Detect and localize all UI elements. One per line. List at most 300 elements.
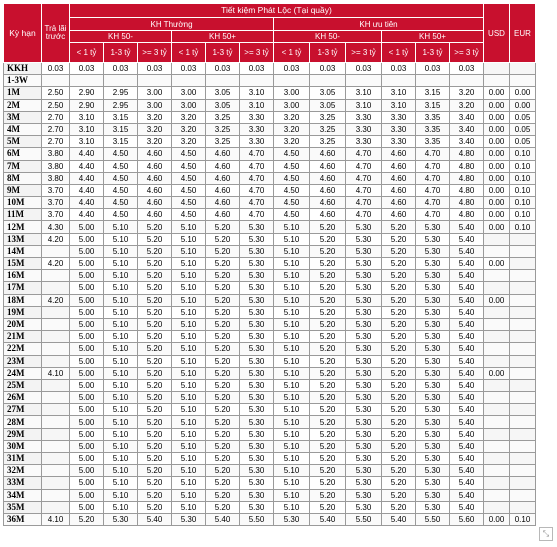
rate-cell: 5.20: [138, 367, 172, 379]
usd-cell: [484, 379, 510, 391]
rate-cell: 4.70: [416, 209, 450, 221]
rate-cell: 5.20: [382, 258, 416, 270]
rate-cell: [346, 75, 382, 87]
rate-cell: 4.60: [310, 209, 346, 221]
rate-cell: 5.40: [450, 428, 484, 440]
tra-lai-truoc-cell: 2.70: [42, 123, 70, 135]
rate-cell: 5.30: [346, 477, 382, 489]
tier-lt1-header: < 1 tỷ: [274, 43, 310, 63]
table-row: [4, 440, 536, 452]
rate-cell: 5.10: [172, 428, 206, 440]
usd-cell: 0.00: [484, 513, 510, 525]
rate-cell: 5.20: [138, 318, 172, 330]
rate-cell: 3.20: [274, 111, 310, 123]
rate-cell: 5.30: [240, 428, 274, 440]
tra-lai-truoc-cell: 4.20: [42, 233, 70, 245]
rate-cell: 5.00: [70, 489, 104, 501]
rate-cell: 5.30: [240, 501, 274, 513]
rate-cell: 3.15: [416, 87, 450, 99]
rate-cell: 4.50: [104, 172, 138, 184]
rate-cell: 5.40: [450, 282, 484, 294]
rate-cell: 3.00: [274, 87, 310, 99]
table-row: [4, 355, 536, 367]
term-cell: KKH: [4, 63, 42, 75]
table-row: [4, 318, 536, 330]
table-row: [4, 172, 536, 184]
term-cell: 24M: [4, 367, 42, 379]
rate-cell: 3.00: [172, 87, 206, 99]
rate-cell: 4.40: [70, 184, 104, 196]
term-cell: 2M: [4, 99, 42, 111]
eur-cell: [510, 355, 536, 367]
rate-cell: 4.60: [382, 197, 416, 209]
usd-cell: [484, 282, 510, 294]
usd-cell: [484, 440, 510, 452]
rate-cell: 5.20: [310, 282, 346, 294]
tier-lt1-header: < 1 tỷ: [382, 43, 416, 63]
eur-header: EUR: [510, 4, 536, 63]
rate-cell: 5.50: [416, 513, 450, 525]
rate-cell: 5.20: [206, 489, 240, 501]
rate-cell: 5.20: [382, 440, 416, 452]
kh50-minus-header: KH 50-: [274, 31, 382, 43]
rate-cell: 5.30: [240, 233, 274, 245]
eur-cell: [510, 306, 536, 318]
rate-cell: 5.20: [310, 379, 346, 391]
rate-cell: 5.30: [240, 367, 274, 379]
rate-cell: 5.00: [70, 404, 104, 416]
eur-cell: [510, 318, 536, 330]
rate-cell: 5.10: [274, 477, 310, 489]
tier-lt1-header: < 1 tỷ: [70, 43, 104, 63]
rate-cell: [450, 75, 484, 87]
rate-cell: 5.30: [346, 465, 382, 477]
resize-corner-icon[interactable]: ⤡: [539, 527, 553, 541]
rate-cell: 5.10: [104, 258, 138, 270]
rate-cell: 4.50: [104, 160, 138, 172]
rate-cell: 3.35: [416, 123, 450, 135]
rate-cell: 5.00: [70, 501, 104, 513]
rate-cell: 5.20: [206, 416, 240, 428]
rate-cell: 5.40: [450, 501, 484, 513]
rate-cell: 5.40: [450, 355, 484, 367]
rate-cell: 5.30: [346, 282, 382, 294]
rate-cell: 5.20: [70, 513, 104, 525]
table-row: [4, 136, 536, 148]
rate-cell: 5.30: [240, 270, 274, 282]
rate-cell: 5.30: [416, 233, 450, 245]
rate-cell: 5.10: [274, 379, 310, 391]
term-cell: 20M: [4, 318, 42, 330]
rate-cell: 5.20: [206, 392, 240, 404]
rate-cell: 5.20: [310, 355, 346, 367]
rate-cell: 5.20: [310, 428, 346, 440]
term-cell: 21M: [4, 331, 42, 343]
rate-cell: 4.60: [206, 160, 240, 172]
rate-cell: 5.10: [104, 343, 138, 355]
rate-cell: 5.10: [104, 428, 138, 440]
rate-cell: 3.30: [346, 136, 382, 148]
rate-cell: 4.60: [206, 184, 240, 196]
term-cell: 16M: [4, 270, 42, 282]
rate-cell: 5.10: [172, 221, 206, 233]
rate-cell: 5.10: [104, 477, 138, 489]
rate-cell: 5.20: [310, 306, 346, 318]
tra-lai-truoc-cell: [42, 501, 70, 513]
table-row: [4, 123, 536, 135]
rate-cell: 5.20: [310, 392, 346, 404]
tra-lai-truoc-cell: [42, 440, 70, 452]
rate-cell: 0.03: [70, 63, 104, 75]
table-row: [4, 331, 536, 343]
rate-cell: 5.30: [416, 416, 450, 428]
usd-cell: 0.00: [484, 172, 510, 184]
tra-lai-truoc-cell: [42, 453, 70, 465]
eur-cell: [510, 343, 536, 355]
rate-cell: 5.40: [450, 404, 484, 416]
rate-cell: [172, 75, 206, 87]
rate-cell: 3.10: [70, 136, 104, 148]
eur-cell: 0.10: [510, 513, 536, 525]
usd-cell: [484, 306, 510, 318]
rate-cell: 5.00: [70, 477, 104, 489]
rate-cell: 4.60: [382, 172, 416, 184]
rate-cell: 5.30: [416, 343, 450, 355]
rate-cell: 5.30: [346, 331, 382, 343]
rate-cell: 5.00: [70, 355, 104, 367]
eur-cell: [510, 367, 536, 379]
rate-cell: 5.30: [346, 221, 382, 233]
tra-lai-truoc-cell: 2.70: [42, 136, 70, 148]
rate-cell: 5.30: [240, 404, 274, 416]
eur-cell: [510, 428, 536, 440]
rate-cell: 3.20: [138, 136, 172, 148]
rate-cell: [274, 75, 310, 87]
rate-cell: 4.60: [382, 184, 416, 196]
rate-cell: 4.50: [104, 184, 138, 196]
eur-cell: 0.00: [510, 87, 536, 99]
rate-cell: 5.20: [206, 440, 240, 452]
table-row: [4, 343, 536, 355]
rate-cell: 5.10: [172, 404, 206, 416]
rate-cell: 5.20: [310, 270, 346, 282]
eur-cell: 0.10: [510, 184, 536, 196]
rate-cell: 3.20: [450, 99, 484, 111]
rate-cell: 5.20: [138, 306, 172, 318]
rate-cell: 5.10: [274, 392, 310, 404]
rate-cell: 5.10: [172, 282, 206, 294]
rate-cell: 5.10: [274, 282, 310, 294]
term-cell: 33M: [4, 477, 42, 489]
rate-cell: 5.20: [382, 501, 416, 513]
rate-cell: 5.00: [70, 379, 104, 391]
usd-cell: 0.00: [484, 221, 510, 233]
table-row: [4, 465, 536, 477]
rate-cell: 5.20: [206, 404, 240, 416]
rate-cell: 5.40: [450, 318, 484, 330]
rate-cell: 5.20: [206, 245, 240, 257]
eur-cell: 0.05: [510, 123, 536, 135]
rate-cell: [104, 75, 138, 87]
rate-cell: 4.70: [346, 209, 382, 221]
table-row: [4, 111, 536, 123]
rate-cell: 4.80: [450, 148, 484, 160]
tra-lai-truoc-cell: 3.80: [42, 172, 70, 184]
rate-cell: 5.40: [450, 331, 484, 343]
rate-cell: 5.30: [240, 440, 274, 452]
rate-cell: 4.60: [138, 148, 172, 160]
rate-cell: 5.20: [310, 331, 346, 343]
rate-cell: 5.20: [310, 258, 346, 270]
eur-cell: 0.10: [510, 221, 536, 233]
rate-cell: 5.10: [172, 270, 206, 282]
rate-cell: 5.20: [206, 221, 240, 233]
eur-cell: 0.10: [510, 172, 536, 184]
term-cell: 31M: [4, 453, 42, 465]
rate-cell: 5.40: [450, 489, 484, 501]
term-cell: 7M: [4, 160, 42, 172]
table-row: [4, 63, 536, 75]
rate-cell: [70, 75, 104, 87]
rate-cell: 4.70: [416, 160, 450, 172]
rate-cell: 5.20: [382, 306, 416, 318]
rate-cell: 5.00: [70, 258, 104, 270]
kh50-minus-header: KH 50-: [70, 31, 172, 43]
rate-cell: 5.50: [240, 513, 274, 525]
tra-lai-truoc-cell: 4.20: [42, 294, 70, 306]
usd-header: USD: [484, 4, 510, 63]
eur-cell: [510, 233, 536, 245]
usd-cell: [484, 331, 510, 343]
rate-cell: 5.40: [450, 294, 484, 306]
term-cell: 9M: [4, 184, 42, 196]
rate-cell: 4.40: [70, 160, 104, 172]
rate-cell: 5.20: [382, 270, 416, 282]
rate-cell: 5.10: [274, 465, 310, 477]
rate-cell: 4.80: [450, 172, 484, 184]
rate-cell: 5.30: [240, 331, 274, 343]
rate-cell: 4.60: [138, 184, 172, 196]
rate-cell: 5.10: [172, 453, 206, 465]
usd-cell: [484, 465, 510, 477]
eur-cell: [510, 331, 536, 343]
rate-cell: 4.50: [172, 197, 206, 209]
rate-cell: 5.10: [172, 501, 206, 513]
rate-cell: 5.30: [240, 416, 274, 428]
usd-cell: 0.00: [484, 197, 510, 209]
table-body: [4, 63, 536, 526]
rate-cell: 4.50: [104, 197, 138, 209]
rate-cell: 4.80: [450, 197, 484, 209]
table-row: [4, 306, 536, 318]
rate-cell: 5.20: [382, 282, 416, 294]
rate-cell: 5.20: [138, 221, 172, 233]
rate-cell: 5.20: [138, 453, 172, 465]
usd-cell: [484, 404, 510, 416]
tra-lai-truoc-cell: 2.50: [42, 87, 70, 99]
kh-thuong-header: KH Thường: [70, 18, 274, 31]
rate-cell: 5.10: [104, 306, 138, 318]
kh-uu-tien-header: KH ưu tiên: [274, 18, 484, 31]
table-row: [4, 221, 536, 233]
rate-cell: 4.70: [346, 172, 382, 184]
rate-cell: 5.40: [206, 513, 240, 525]
rate-cell: 5.40: [450, 392, 484, 404]
usd-cell: 0.00: [484, 136, 510, 148]
table-row: [4, 379, 536, 391]
rate-cell: 5.00: [70, 233, 104, 245]
rate-cell: 4.50: [274, 172, 310, 184]
table-row: [4, 294, 536, 306]
rate-cell: 5.20: [206, 306, 240, 318]
rate-cell: 5.00: [70, 331, 104, 343]
rate-cell: 4.60: [310, 184, 346, 196]
rate-cell: 0.03: [310, 63, 346, 75]
rate-cell: 0.03: [416, 63, 450, 75]
rate-cell: 5.30: [346, 379, 382, 391]
rate-cell: 5.20: [138, 282, 172, 294]
eur-cell: [510, 63, 536, 75]
rate-cell: 5.10: [172, 392, 206, 404]
rate-cell: 5.20: [310, 367, 346, 379]
rate-cell: 5.30: [346, 428, 382, 440]
tra-lai-truoc-header: Trả lãi trước: [42, 4, 70, 63]
rate-cell: 5.30: [346, 416, 382, 428]
tra-lai-truoc-cell: 0.03: [42, 63, 70, 75]
rate-cell: 3.30: [382, 111, 416, 123]
rate-cell: 5.30: [416, 477, 450, 489]
rate-cell: 5.20: [382, 392, 416, 404]
rate-cell: 2.95: [104, 87, 138, 99]
rate-cell: 5.30: [240, 282, 274, 294]
rate-cell: 5.20: [138, 404, 172, 416]
rate-cell: 5.30: [416, 355, 450, 367]
rate-cell: 4.50: [104, 148, 138, 160]
rate-cell: 0.03: [450, 63, 484, 75]
term-cell: 12M: [4, 221, 42, 233]
term-cell: 14M: [4, 245, 42, 257]
rate-cell: 5.20: [206, 343, 240, 355]
tra-lai-truoc-cell: 3.80: [42, 148, 70, 160]
eur-cell: 0.10: [510, 209, 536, 221]
term-cell: 8M: [4, 172, 42, 184]
rate-cell: 5.30: [346, 501, 382, 513]
rate-cell: 5.20: [206, 331, 240, 343]
eur-cell: [510, 258, 536, 270]
rate-cell: 5.30: [240, 355, 274, 367]
rate-cell: 5.30: [172, 513, 206, 525]
rate-cell: 4.60: [382, 148, 416, 160]
rate-cell: 5.30: [104, 513, 138, 525]
rate-cell: 4.60: [382, 160, 416, 172]
rate-cell: 5.10: [274, 331, 310, 343]
rate-cell: [382, 75, 416, 87]
rate-cell: 5.20: [206, 501, 240, 513]
rate-cell: 4.50: [172, 184, 206, 196]
tra-lai-truoc-cell: [42, 489, 70, 501]
rate-cell: 5.30: [240, 258, 274, 270]
tra-lai-truoc-cell: [42, 465, 70, 477]
rate-cell: 5.20: [206, 367, 240, 379]
tra-lai-truoc-cell: [42, 477, 70, 489]
rate-cell: 5.20: [138, 428, 172, 440]
tra-lai-truoc-cell: 4.10: [42, 367, 70, 379]
rate-cell: 5.10: [172, 355, 206, 367]
rate-cell: 4.50: [274, 197, 310, 209]
rate-cell: 5.00: [70, 245, 104, 257]
rate-cell: 5.30: [416, 379, 450, 391]
table-row: [4, 428, 536, 440]
rate-cell: 5.20: [310, 343, 346, 355]
tra-lai-truoc-cell: 2.50: [42, 99, 70, 111]
rate-cell: 0.03: [240, 63, 274, 75]
term-cell: 36M: [4, 513, 42, 525]
table-row: [4, 245, 536, 257]
term-cell: 34M: [4, 489, 42, 501]
rate-cell: 5.30: [346, 489, 382, 501]
rate-cell: 5.30: [346, 233, 382, 245]
rate-cell: 5.20: [206, 355, 240, 367]
rate-cell: 5.40: [450, 367, 484, 379]
rate-cell: 4.70: [416, 184, 450, 196]
rate-cell: 5.20: [138, 392, 172, 404]
rate-cell: 3.30: [240, 123, 274, 135]
term-cell: 1M: [4, 87, 42, 99]
term-cell: 19M: [4, 306, 42, 318]
rate-cell: 5.10: [172, 367, 206, 379]
rate-cell: 5.00: [70, 318, 104, 330]
rate-cell: 3.10: [346, 99, 382, 111]
rate-cell: 5.30: [346, 453, 382, 465]
rate-cell: 5.10: [104, 404, 138, 416]
rate-cell: 5.00: [70, 465, 104, 477]
usd-cell: [484, 416, 510, 428]
rate-cell: 5.10: [104, 331, 138, 343]
eur-cell: [510, 392, 536, 404]
rate-cell: 5.40: [450, 453, 484, 465]
eur-cell: 0.00: [510, 99, 536, 111]
rate-cell: 4.80: [450, 184, 484, 196]
tier-ge3-header: >= 3 tỷ: [240, 43, 274, 63]
rate-cell: 5.30: [346, 404, 382, 416]
rate-cell: 5.00: [70, 428, 104, 440]
table-row: [4, 501, 536, 513]
rate-cell: 5.30: [416, 367, 450, 379]
rate-cell: 5.60: [450, 513, 484, 525]
rate-cell: 3.25: [310, 136, 346, 148]
tra-lai-truoc-cell: 3.80: [42, 160, 70, 172]
rate-cell: 5.30: [416, 270, 450, 282]
tra-lai-truoc-cell: [42, 355, 70, 367]
rate-cell: 4.60: [382, 209, 416, 221]
rate-cell: 5.10: [274, 355, 310, 367]
rate-cell: 4.70: [240, 172, 274, 184]
rate-cell: 3.30: [346, 123, 382, 135]
rate-cell: 5.10: [274, 343, 310, 355]
rate-cell: 5.10: [274, 453, 310, 465]
tier-1to3-header: 1-3 tỷ: [310, 43, 346, 63]
term-cell: 13M: [4, 233, 42, 245]
tier-ge3-header: >= 3 tỷ: [138, 43, 172, 63]
rate-cell: 5.10: [172, 343, 206, 355]
rate-cell: 3.00: [138, 87, 172, 99]
rate-cell: 0.03: [172, 63, 206, 75]
rate-cell: 5.30: [346, 355, 382, 367]
rate-cell: 5.10: [172, 233, 206, 245]
rate-cell: 5.20: [206, 465, 240, 477]
rate-cell: 4.50: [172, 172, 206, 184]
rate-cell: 3.10: [382, 99, 416, 111]
